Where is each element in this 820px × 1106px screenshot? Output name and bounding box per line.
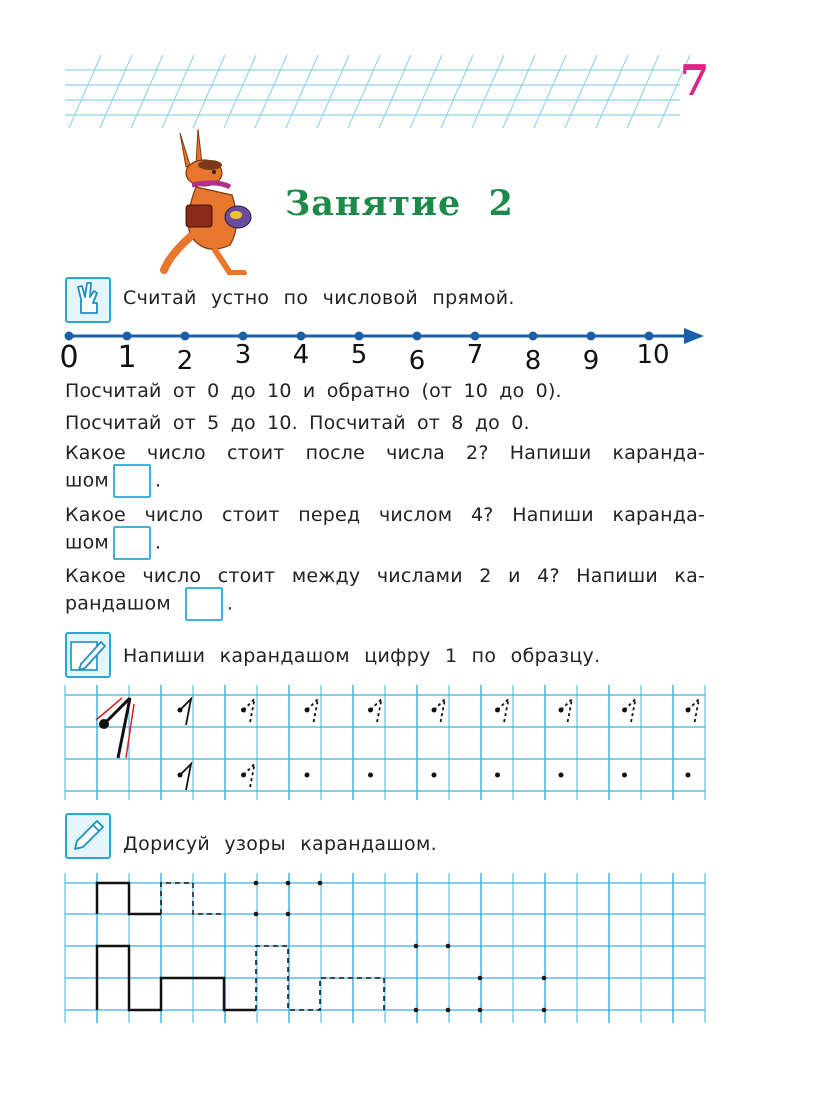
answer-box-1[interactable] xyxy=(113,464,151,498)
answer-box-3[interactable] xyxy=(185,587,223,621)
task3-instruction: Дорисуй узоры карандашом. xyxy=(123,833,437,855)
page-number: 7 xyxy=(680,56,710,105)
number-line-label: 8 xyxy=(524,346,542,376)
number-line-label: 0 xyxy=(59,340,79,375)
task1-line-2: Посчитай от 5 до 10. Посчитай от 8 до 0. xyxy=(65,412,530,434)
number-line-point xyxy=(529,332,538,341)
task2-icon xyxy=(65,632,111,678)
pencil-icon xyxy=(67,815,109,857)
question1-word: шом xyxy=(65,469,109,492)
number-line-point xyxy=(181,332,190,341)
number-line-label: 3 xyxy=(234,340,252,370)
pattern-practice-grid[interactable] xyxy=(60,868,710,1028)
number-line-point xyxy=(413,332,422,341)
task2-instruction: Напиши карандашом цифру 1 по образцу. xyxy=(123,645,601,667)
number-line-label: 10 xyxy=(636,340,670,370)
pencil-writing-icon xyxy=(67,634,109,676)
question2-period: . xyxy=(154,531,162,554)
number-line-label: 1 xyxy=(117,340,137,375)
question2-word: шом xyxy=(65,531,109,554)
number-line-label: 2 xyxy=(176,346,194,376)
number-line-point xyxy=(587,332,596,341)
kangaroo-mascot-illustration xyxy=(160,125,260,275)
number-line-label: 7 xyxy=(466,340,484,370)
question1-line2 xyxy=(65,464,161,498)
task3-icon xyxy=(65,813,111,859)
number-line-label: 4 xyxy=(292,340,310,370)
answer-box-2[interactable] xyxy=(113,526,151,560)
hand-counting-icon xyxy=(67,279,109,321)
number-line-label: 5 xyxy=(350,340,368,370)
number-line-label: 6 xyxy=(408,346,426,376)
question2-line1: Какое число стоит перед числом 4? Напиши каранда- xyxy=(65,504,705,526)
question3-word: рандашом xyxy=(65,592,171,615)
question3-period: . xyxy=(226,592,234,615)
question2-line2 xyxy=(65,526,161,560)
question1-line1: Какое число стоит после числа 2? Напиши каранда- xyxy=(65,442,705,464)
task1-instruction: Считай устно по числовой прямой. xyxy=(123,287,515,309)
question1-period: . xyxy=(154,469,162,492)
question3-line2 xyxy=(65,587,233,621)
number-line-label: 9 xyxy=(582,346,600,376)
task1-line-1: Посчитай от 0 до 10 и обратно (от 10 до 0). xyxy=(65,380,562,402)
question3-line1: Какое число стоит между числами 2 и 4? Напиши ка- xyxy=(65,565,705,587)
task1-icon xyxy=(65,277,111,323)
lesson-title: Занятие 2 xyxy=(285,183,514,224)
digit-one-practice-grid[interactable] xyxy=(60,680,710,805)
number-line xyxy=(60,325,710,350)
